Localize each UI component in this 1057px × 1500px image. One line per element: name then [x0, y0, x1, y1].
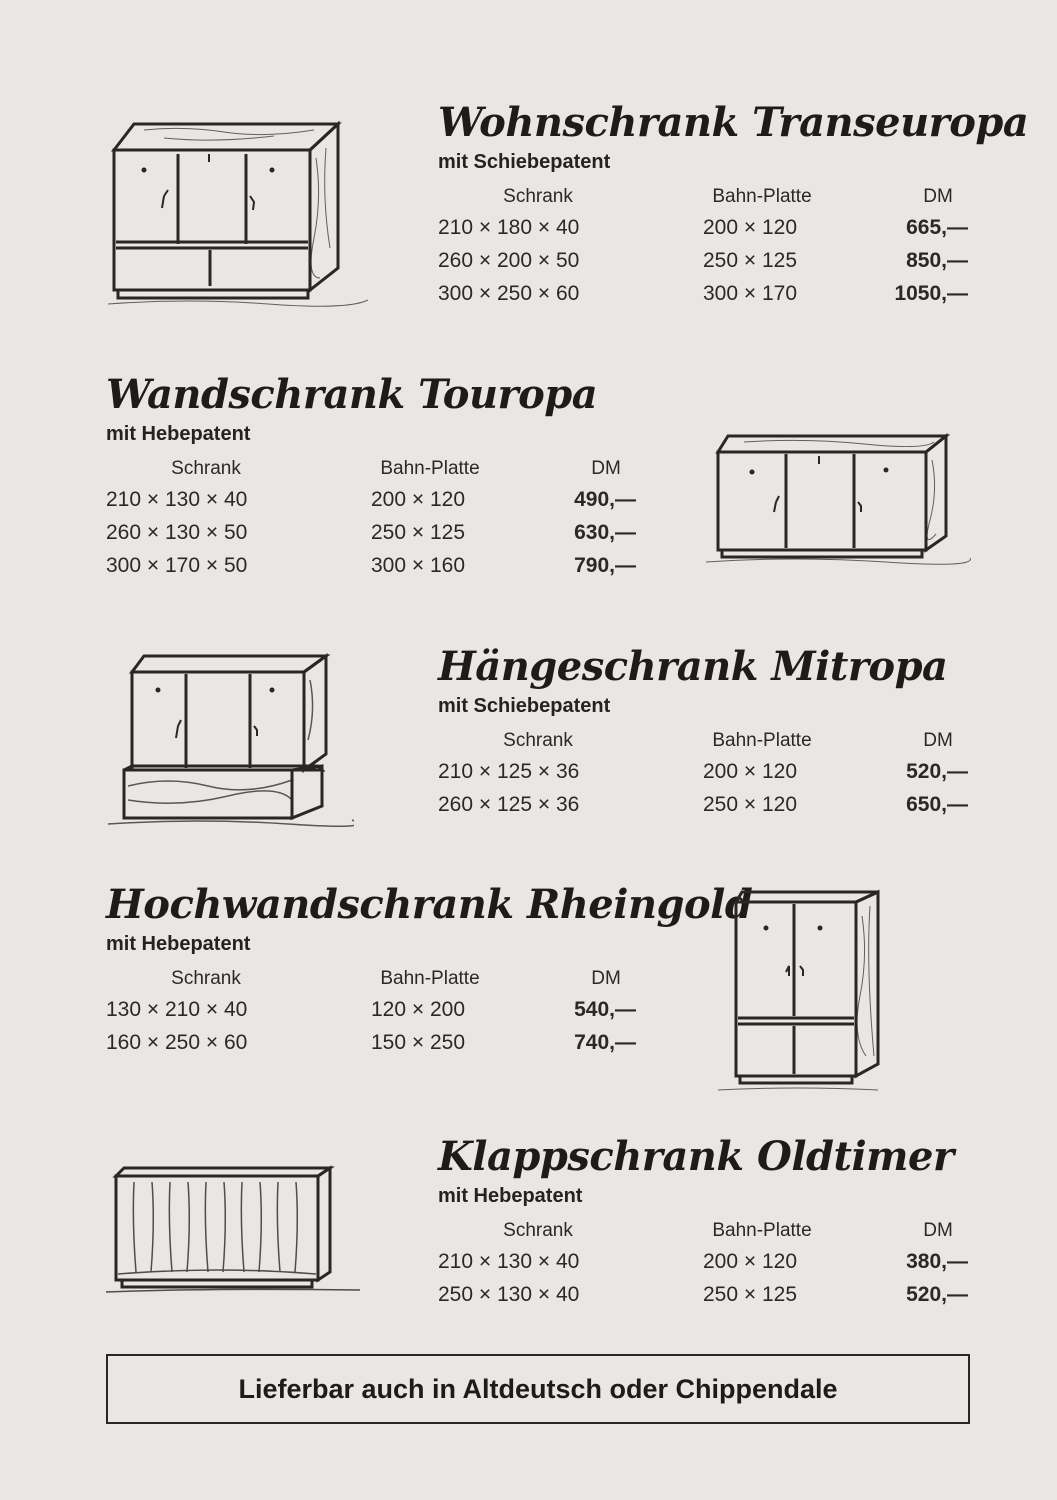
product-title: Wandschrank Touropa: [106, 371, 598, 418]
product-mitropa: [438, 644, 968, 826]
platte-size: 250 × 125: [371, 521, 466, 544]
header-platte: Bahn-Platte: [712, 1220, 812, 1241]
header-price: DM: [591, 458, 621, 479]
footer-notice: Lieferbar auch in Altdeutsch oder Chippendale: [238, 1373, 838, 1404]
product-title: Hochwandschrank Rheingold: [106, 881, 753, 928]
schrank-size: 250 × 130 × 40: [438, 1283, 580, 1306]
schrank-size: 210 × 130 × 40: [106, 488, 248, 511]
schrank-size: 260 × 125 × 36: [438, 793, 580, 816]
platte-size: 120 × 200: [371, 998, 466, 1021]
price: 790,—: [574, 554, 636, 577]
price-table: [106, 458, 636, 587]
schrank-size: 160 × 250 × 60: [106, 1031, 248, 1054]
price: 540,—: [574, 998, 636, 1021]
table-row: [106, 521, 636, 554]
price: 520,—: [906, 1283, 968, 1306]
platte-size: 200 × 120: [703, 216, 798, 239]
product-oldtimer: [438, 1134, 968, 1316]
table-row: [438, 216, 968, 249]
price: 850,—: [906, 249, 968, 272]
cabinet-illustration-transeuropa: [104, 118, 374, 313]
header-price: DM: [923, 186, 953, 207]
schrank-size: 130 × 210 × 40: [106, 998, 248, 1021]
header-schrank: Schrank: [171, 458, 241, 479]
product-title: Wohnschrank Transeuropa: [438, 99, 1029, 146]
platte-size: 150 × 250: [371, 1031, 466, 1054]
product-subtitle: mit Hebepatent: [438, 1185, 583, 1207]
header-price: DM: [923, 730, 953, 751]
table-header: [438, 730, 968, 760]
schrank-size: 260 × 130 × 50: [106, 521, 248, 544]
schrank-size: 210 × 180 × 40: [438, 216, 580, 239]
platte-size: 250 × 125: [703, 1283, 798, 1306]
price: 1050,—: [894, 282, 968, 305]
header-platte: Bahn-Platte: [380, 968, 480, 989]
header-schrank: Schrank: [503, 1220, 573, 1241]
price: 740,—: [574, 1031, 636, 1054]
cabinet-illustration-mitropa: [104, 650, 354, 830]
header-price: DM: [923, 1220, 953, 1241]
table-row: [438, 793, 968, 826]
table-row: [106, 488, 636, 521]
schrank-size: 300 × 170 × 50: [106, 554, 248, 577]
price-table: [438, 1220, 968, 1316]
platte-size: 250 × 120: [703, 793, 798, 816]
product-transeuropa: [438, 99, 1029, 315]
product-rheingold: [106, 881, 753, 1064]
schrank-size: 260 × 200 × 50: [438, 249, 580, 272]
price-table: [106, 968, 636, 1064]
schrank-size: 210 × 130 × 40: [438, 1250, 580, 1273]
header-schrank: Schrank: [171, 968, 241, 989]
platte-size: 300 × 170: [703, 282, 798, 305]
table-row: [106, 1031, 636, 1064]
table-header: [106, 968, 636, 998]
table-header: [438, 1220, 968, 1250]
schrank-size: 210 × 125 × 36: [438, 760, 580, 783]
platte-size: 200 × 120: [371, 488, 466, 511]
table-row: [438, 760, 968, 793]
header-platte: Bahn-Platte: [712, 186, 812, 207]
cabinet-illustration-rheingold: [716, 886, 896, 1096]
header-price: DM: [591, 968, 621, 989]
price-table: [438, 730, 968, 826]
product-title: Hängeschrank Mitropa: [438, 643, 948, 690]
platte-size: 250 × 125: [703, 249, 798, 272]
cabinet-illustration-touropa: [704, 430, 974, 570]
product-touropa: [106, 372, 636, 587]
price: 665,—: [906, 216, 968, 239]
platte-size: 200 × 120: [703, 760, 798, 783]
price-table: [438, 186, 968, 315]
price: 490,—: [574, 488, 636, 511]
platte-size: 200 × 120: [703, 1250, 798, 1273]
platte-size: 300 × 160: [371, 554, 466, 577]
price: 380,—: [906, 1250, 968, 1273]
table-row: [438, 249, 968, 282]
header-schrank: Schrank: [503, 730, 573, 751]
table-row: [438, 282, 968, 315]
price: 520,—: [906, 760, 968, 783]
header-schrank: Schrank: [503, 186, 573, 207]
product-title: Klappschrank Oldtimer: [438, 1133, 954, 1180]
product-subtitle: mit Hebepatent: [106, 423, 251, 445]
price: 630,—: [574, 521, 636, 544]
table-row: [438, 1250, 968, 1283]
price: 650,—: [906, 793, 968, 816]
product-subtitle: mit Schiebepatent: [438, 151, 611, 173]
footer-notice-box: [106, 1354, 970, 1424]
table-header: [438, 186, 968, 216]
product-subtitle: mit Hebepatent: [106, 933, 251, 955]
table-row: [106, 554, 636, 587]
table-row: [106, 998, 636, 1031]
product-subtitle: mit Schiebepatent: [438, 695, 611, 717]
table-row: [438, 1283, 968, 1316]
cabinet-illustration-oldtimer: [104, 1162, 364, 1297]
header-platte: Bahn-Platte: [380, 458, 480, 479]
schrank-size: 300 × 250 × 60: [438, 282, 580, 305]
table-header: [106, 458, 636, 488]
header-platte: Bahn-Platte: [712, 730, 812, 751]
